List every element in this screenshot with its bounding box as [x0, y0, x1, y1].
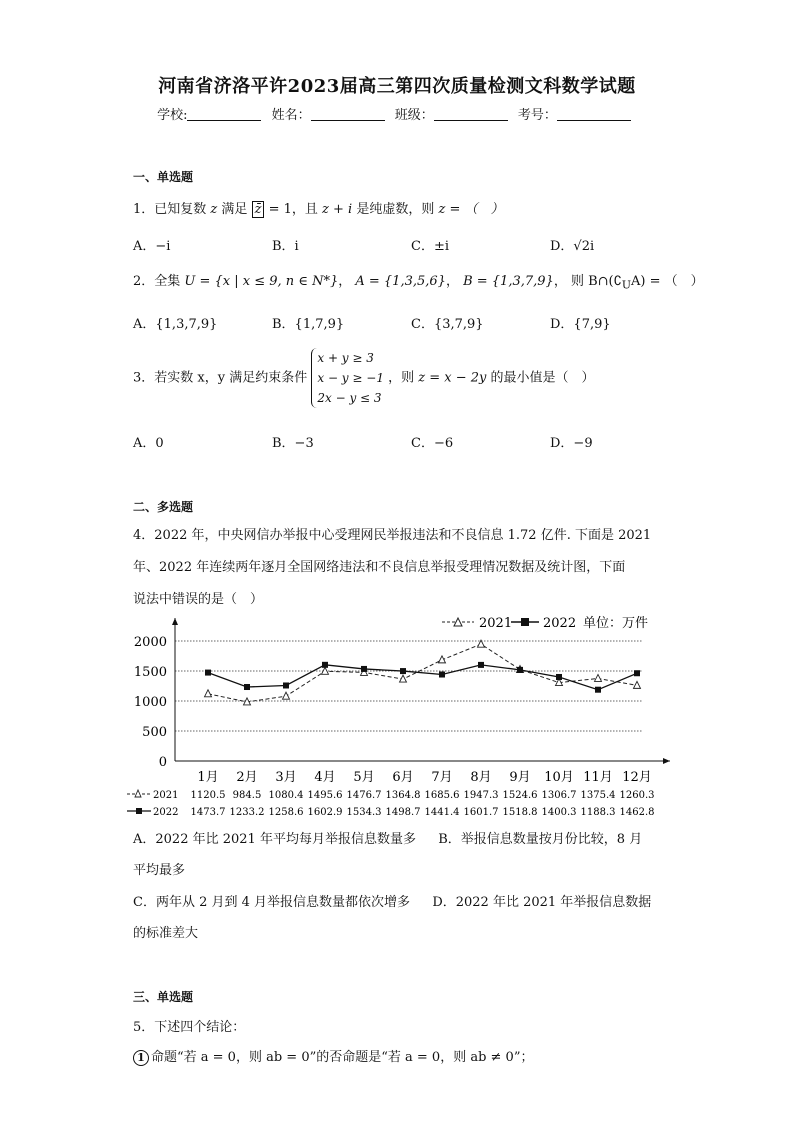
- table-2022-marker: [136, 808, 142, 814]
- q4-option-d[interactable]: D．2022 年比 2021 年举报信息数据: [432, 895, 652, 910]
- q2-option-d[interactable]: D．{7,9}: [550, 317, 611, 332]
- q1-option-c[interactable]: C．±i: [411, 239, 449, 254]
- table-2022-value-4月: 1602.9: [307, 807, 343, 818]
- table-2022-value-9月: 1518.8: [502, 807, 538, 818]
- q2-option-c[interactable]: C．{3,7,9}: [411, 317, 484, 332]
- table-2022-value-5月: 1534.3: [346, 807, 382, 818]
- x-tick-label-2月: 2月: [236, 770, 258, 785]
- q2-universal-set: U = {x | x ≤ 9, n ∈ N*}: [184, 274, 339, 289]
- series-2022-point-4月: [322, 662, 328, 668]
- table-2021-value-4月: 1495.6: [307, 790, 343, 801]
- q1-option-d[interactable]: D．√2i: [550, 239, 595, 254]
- q3-option-d[interactable]: D．−9: [550, 436, 593, 451]
- series-2022-point-12月: [634, 670, 640, 676]
- q4-options-line-2: [133, 891, 651, 910]
- series-2022-point-7月: [439, 672, 445, 678]
- legend-2021-label: 2021: [479, 616, 513, 631]
- x-axis-arrow: [663, 758, 670, 764]
- q4-options-line-1: [133, 828, 642, 847]
- question-5-stem: 5．下述四个结论：: [133, 1020, 246, 1035]
- q1-text1: 满足: [221, 202, 248, 217]
- q3-mid: ，则: [388, 370, 415, 386]
- q3-option-b[interactable]: B．−3: [272, 436, 314, 451]
- y-tick-label-500: 500: [142, 725, 167, 740]
- q3-option-a[interactable]: A．0: [133, 436, 164, 451]
- q1-option-b[interactable]: B．i: [272, 239, 299, 254]
- question-1: [133, 198, 504, 217]
- table-2022-value-7月: 1441.4: [424, 807, 460, 818]
- series-2022-point-8月: [478, 662, 484, 668]
- q2-sub-u: U: [621, 278, 632, 292]
- x-tick-label-1月: 1月: [197, 770, 219, 785]
- series-2021-point-12月: [634, 681, 641, 688]
- series-2021-point-1月: [205, 690, 212, 697]
- q4-line-3: 说法中错误的是（ ）: [133, 592, 264, 607]
- legend-2022-label: 2022: [543, 616, 577, 631]
- y-axis-arrow: [172, 618, 178, 625]
- q2-ask: 则 B∩(∁: [570, 274, 622, 289]
- x-tick-label-9月: 9月: [509, 770, 531, 785]
- section-heading-3: 三、单选题: [133, 990, 194, 1004]
- class-label: 班级：: [394, 108, 434, 123]
- q3-constraint-2: x − y ≥ −1: [317, 371, 384, 385]
- name-label: 姓名：: [271, 108, 311, 123]
- q1-text3: 是纯虚数，则: [356, 202, 435, 217]
- table-2021-value-2月: 984.5: [232, 790, 262, 801]
- y-tick-label-2000: 2000: [133, 635, 167, 650]
- table-2021-value-3月: 1080.4: [268, 790, 304, 801]
- student-info-line: [0, 104, 794, 123]
- exam-no-label: 考号：: [517, 108, 557, 123]
- y-tick-label-1000: 1000: [133, 695, 167, 710]
- q1-text4: z = （ ）: [438, 202, 504, 217]
- q4-option-a[interactable]: A．2022 年比 2021 年平均每月举报信息数量多: [133, 832, 416, 847]
- q4-option-d-cont: 的标准差大: [133, 926, 199, 941]
- name-blank[interactable]: [311, 108, 385, 121]
- table-2021-value-9月: 1524.6: [502, 790, 538, 801]
- table-2022-value-11月: 1188.3: [580, 807, 616, 818]
- table-2021-value-1月: 1120.5: [190, 790, 226, 801]
- section-heading-2: 二、多选题: [133, 500, 194, 514]
- q3-option-c[interactable]: C．−6: [411, 436, 454, 451]
- table-2022-label: 2022: [153, 807, 179, 818]
- q1-abs-conj-z: z̄: [252, 201, 265, 218]
- q4-line-2: 年、2022 年连续两年逐月全国网络违法和不良信息举报受理情况数据及统计图，下面: [133, 560, 626, 575]
- q3-end: 的最小值是（ ）: [490, 370, 595, 386]
- q3-stem: 3．若实数 x，y 满足约束条件: [133, 370, 308, 386]
- series-2022-line: [208, 665, 637, 690]
- y-tick-label-1500: 1500: [133, 665, 167, 680]
- q5-item-1: [133, 1046, 533, 1066]
- table-2021-value-12月: 1260.3: [619, 790, 655, 801]
- q2-set-a: A = {1,3,5,6}: [355, 274, 446, 289]
- series-2022-point-6月: [400, 668, 406, 674]
- table-2022-value-12月: 1462.8: [619, 807, 655, 818]
- table-2021-value-7月: 1685.6: [424, 790, 460, 801]
- class-blank[interactable]: [434, 108, 508, 121]
- table-2021-value-6月: 1364.8: [385, 790, 421, 801]
- series-2022-point-1月: [205, 670, 211, 676]
- q4-option-b-cont: 平均最多: [133, 863, 186, 878]
- table-2022-value-3月: 1258.6: [268, 807, 304, 818]
- q1-z: z: [210, 202, 218, 217]
- x-tick-label-5月: 5月: [353, 770, 375, 785]
- q2-option-b[interactable]: B．{1,7,9}: [272, 317, 345, 332]
- table-2022-value-10月: 1400.3: [541, 807, 577, 818]
- q2-stem: 2．全集: [133, 274, 181, 289]
- page-title: 河南省济洛平许2023届高三第四次质量检测文科数学试题: [158, 76, 636, 97]
- q2-set-b: B = {1,3,7,9}: [463, 274, 554, 289]
- y-tick-label-0: 0: [158, 755, 167, 770]
- x-tick-label-11月: 11月: [583, 770, 613, 785]
- q2-ask2: A) = （ ）: [631, 274, 704, 289]
- table-2022-value-6月: 1498.7: [385, 807, 421, 818]
- series-2022-point-2月: [244, 684, 250, 690]
- q4-line-1: 4．2022 年，中央网信办举报中心受理网民举报违法和不良信息 1.72 亿件. 下面是 2021: [133, 528, 652, 543]
- section-heading-1: 一、单选题: [133, 170, 194, 184]
- q3-objective: z = x − 2y: [418, 370, 487, 386]
- q2-option-a[interactable]: A．{1,3,7,9}: [133, 317, 218, 332]
- series-2022-point-3月: [283, 682, 289, 688]
- legend-unit-label: 单位：万件: [583, 616, 649, 631]
- legend-2021-marker: [454, 618, 462, 626]
- legend-2022-marker: [521, 618, 529, 626]
- series-2022-point-9月: [517, 667, 523, 673]
- q3-constraint-3: 2x − y ≤ 3: [317, 391, 382, 405]
- q3-constraint-1: x + y ≥ 3: [317, 351, 374, 365]
- table-2021-marker: [135, 790, 141, 797]
- q3-constraint-system: [311, 348, 384, 408]
- x-tick-label-12月: 12月: [622, 770, 652, 785]
- table-2021-value-5月: 1476.7: [346, 790, 382, 801]
- school-blank[interactable]: [187, 108, 261, 121]
- x-tick-label-8月: 8月: [470, 770, 492, 785]
- q5-item-1-number: 1: [133, 1050, 149, 1066]
- table-2022-value-2月: 1233.2: [229, 807, 265, 818]
- x-tick-label-6月: 6月: [392, 770, 414, 785]
- question-2: 2．全集 U = {x | x ≤ 9, n ∈ N*}， A = {1,3,5,6}， B = {1,3,7,9}， 则 $B\cap(∁_UA)$ = （ ）: [133, 274, 704, 292]
- chart-legend: [442, 616, 648, 631]
- school-label: 学校:: [157, 108, 188, 123]
- table-2022-value-1月: 1473.7: [190, 807, 226, 818]
- q1-text2: = 1，且: [268, 202, 318, 217]
- series-2022-point-5月: [361, 666, 367, 672]
- series-2021-point-3月: [283, 692, 290, 699]
- series-2022-point-10月: [556, 674, 562, 680]
- q4-option-c[interactable]: C．两年从 2 月到 4 月举报信息数量都依次增多: [133, 895, 411, 910]
- x-tick-label-7月: 7月: [431, 770, 453, 785]
- q1-expr: z + i: [322, 202, 353, 217]
- table-2022-value-8月: 1601.7: [463, 807, 499, 818]
- x-tick-label-3月: 3月: [275, 770, 297, 785]
- q1-option-a[interactable]: A．−i: [133, 239, 171, 254]
- table-2021-value-11月: 1375.4: [580, 790, 616, 801]
- table-2021-label: 2021: [153, 790, 179, 801]
- series-2022-point-11月: [595, 687, 601, 693]
- x-tick-label-10月: 10月: [544, 770, 574, 785]
- q5-item-1-text: 命题“若 a = 0，则 ab = 0”的否命题是“若 a = 0，则 ab ≠ 0”；: [151, 1050, 534, 1065]
- exam-no-blank[interactable]: [557, 108, 631, 121]
- x-tick-label-4月: 4月: [314, 770, 336, 785]
- q1-num: 1．已知复数: [133, 202, 207, 217]
- question-3: [133, 348, 595, 408]
- q4-option-b[interactable]: B．举报信息数量按月份比较，8 月: [438, 832, 643, 847]
- line-chart: [125, 608, 685, 820]
- table-2021-value-10月: 1306.7: [541, 790, 577, 801]
- table-2021-value-8月: 1947.3: [463, 790, 499, 801]
- series-2021-point-11月: [595, 674, 602, 681]
